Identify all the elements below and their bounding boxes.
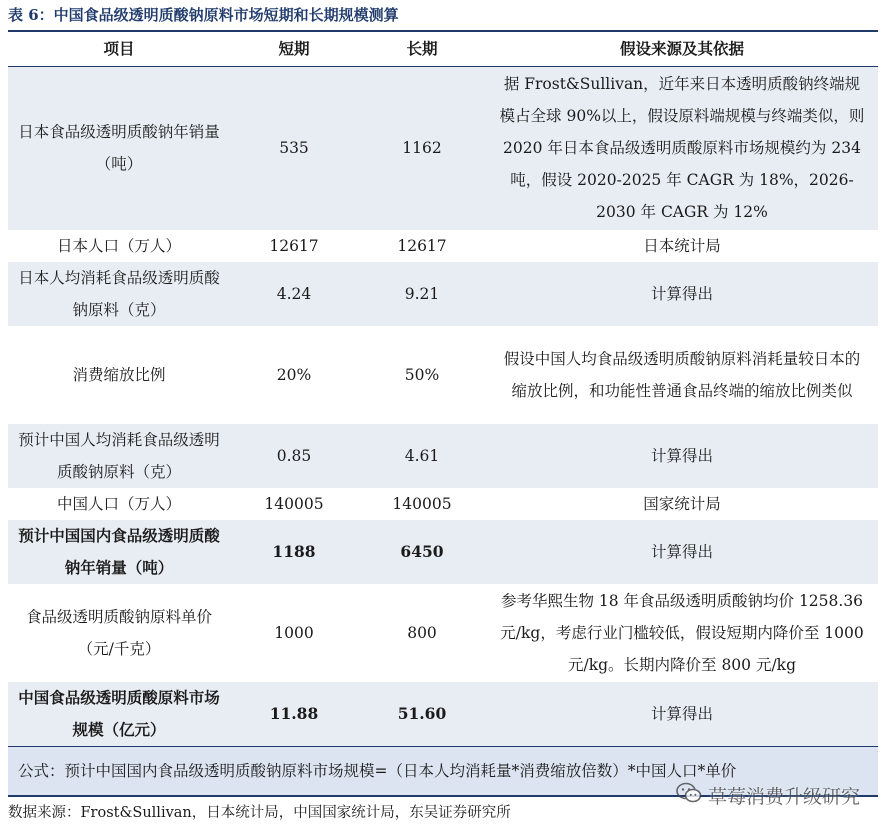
cell-short: 4.24	[230, 262, 358, 326]
cell-long: 12617	[358, 230, 486, 262]
cell-short: 1188	[230, 520, 358, 584]
cell-long: 9.21	[358, 262, 486, 326]
table-row	[8, 584, 878, 682]
data-source-note: 数据来源：Frost&Sullivan，日本统计局，中国国家统计局，东吴证券研究所	[8, 805, 511, 821]
cell-long: 800	[358, 584, 486, 682]
cell-basis: 国家统计局	[486, 488, 878, 520]
cell-item: 日本人口（万人）	[8, 230, 230, 262]
cell-item: 中国人口（万人）	[8, 488, 230, 520]
cell-basis: 计算得出	[486, 262, 878, 326]
table-row	[8, 230, 878, 262]
cell-basis: 据 Frost&Sullivan，近年来日本透明质酸钠终端规模占全球 90%以上，假设原料端规模与终端类似，则 2020 年日本食品级透明质酸原料市场规模约为 234 吨，假设 2020-2025 年 CAGR 为 18%，2026-2030 年 CAGR 为 12%	[486, 67, 878, 230]
formula-text: 公式：预计中国国内食品级透明质酸钠原料市场规模=（日本人均消耗量*消费缩放倍数）*中国人口*单价	[8, 746, 878, 796]
cell-item: 日本人均消耗食品级透明质酸钠原料（克）	[8, 262, 230, 326]
table-row	[8, 326, 878, 424]
watermark	[676, 780, 860, 810]
table-row	[8, 67, 878, 230]
header-short-term: 短期	[230, 31, 358, 67]
cell-basis: 计算得出	[486, 520, 878, 584]
cell-item: 预计中国国内食品级透明质酸钠年销量（吨）	[8, 520, 230, 584]
cell-long: 4.61	[358, 424, 486, 488]
cell-long: 51.60	[358, 682, 486, 747]
data-table-container	[8, 30, 878, 797]
cell-short: 20%	[230, 326, 358, 424]
table-row	[8, 488, 878, 520]
data-table	[8, 30, 878, 797]
table-row	[8, 262, 878, 326]
header-basis: 假设来源及其依据	[486, 31, 878, 67]
cell-short: 140005	[230, 488, 358, 520]
table-header-row	[8, 31, 878, 67]
cell-basis: 计算得出	[486, 682, 878, 747]
cell-item: 日本食品级透明质酸钠年销量（吨）	[8, 67, 230, 230]
table-row	[8, 424, 878, 488]
cell-basis: 假设中国人均食品级透明质酸钠原料消耗量较日本的缩放比例，和功能性普通食品终端的缩放比例类似	[486, 326, 878, 424]
cell-basis: 计算得出	[486, 424, 878, 488]
cell-basis: 日本统计局	[486, 230, 878, 262]
table-row	[8, 520, 878, 584]
cell-short: 11.88	[230, 682, 358, 747]
cell-item: 食品级透明质酸钠原料单价（元/千克）	[8, 584, 230, 682]
cell-long: 1162	[358, 67, 486, 230]
wechat-icon	[676, 782, 702, 809]
table-title: 表 6：中国食品级透明质酸钠原料市场短期和长期规模测算	[8, 6, 399, 24]
header-long-term: 长期	[358, 31, 486, 67]
table-row	[8, 682, 878, 747]
watermark-text: 草莓消费升级研究	[707, 785, 860, 808]
cell-item: 中国食品级透明质酸原料市场规模（亿元）	[8, 682, 230, 747]
cell-item: 消费缩放比例	[8, 326, 230, 424]
cell-short: 0.85	[230, 424, 358, 488]
cell-short: 12617	[230, 230, 358, 262]
cell-long: 140005	[358, 488, 486, 520]
header-item: 项目	[8, 31, 230, 67]
cell-short: 535	[230, 67, 358, 230]
cell-basis: 参考华熙生物 18 年食品级透明质酸钠均价 1258.36 元/kg，考虑行业门槛较低，假设短期内降价至 1000 元/kg。长期内降价至 800 元/kg	[486, 584, 878, 682]
cell-long: 50%	[358, 326, 486, 424]
cell-long: 6450	[358, 520, 486, 584]
cell-short: 1000	[230, 584, 358, 682]
cell-item: 预计中国人均消耗食品级透明质酸钠原料（克）	[8, 424, 230, 488]
